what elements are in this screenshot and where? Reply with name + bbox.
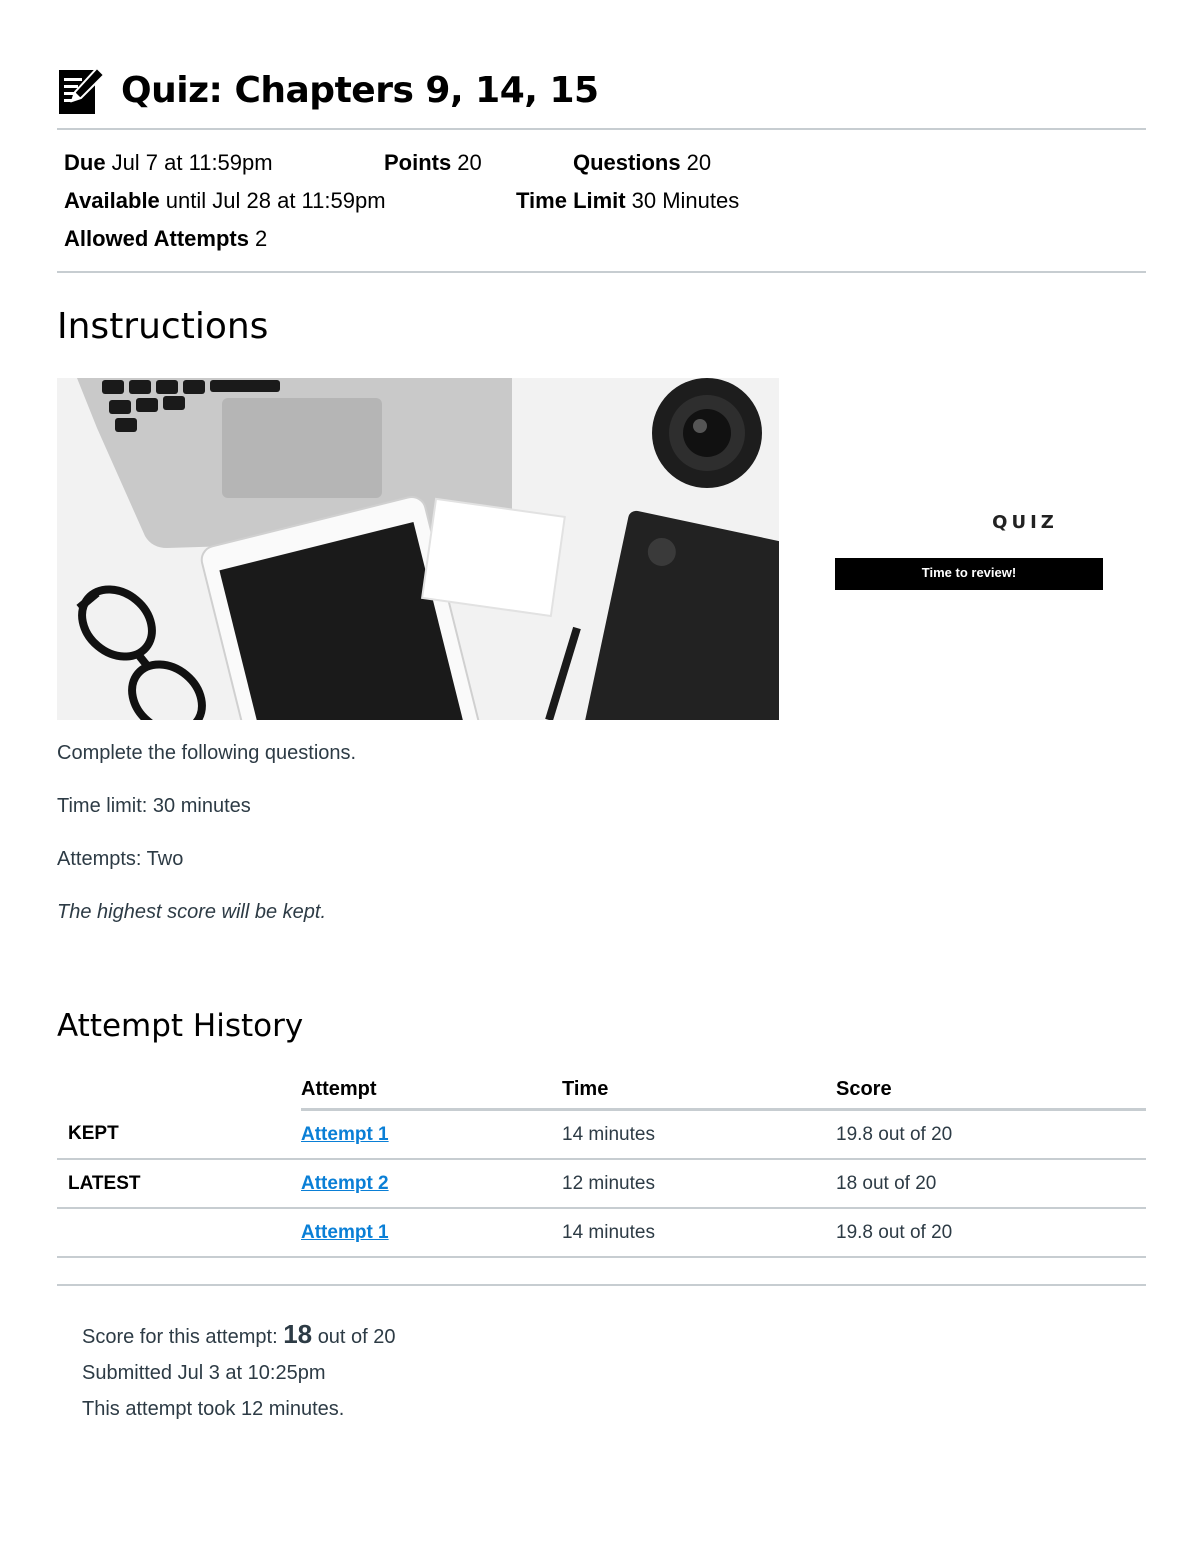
attempt-time: 14 minutes [562, 1208, 836, 1257]
header-divider [57, 128, 1146, 130]
table-row [57, 1110, 1146, 1160]
column-header: Score [836, 1070, 1146, 1110]
points-label: Points [384, 150, 452, 175]
column-header [57, 1070, 301, 1110]
table-row [57, 1159, 1146, 1208]
score-line [82, 1316, 396, 1355]
column-header: Attempt [301, 1070, 562, 1110]
promo-subtitle: Time to review! [835, 558, 1103, 590]
attempt-history-table [57, 1070, 1146, 1258]
table-row [57, 1208, 1146, 1257]
quiz-icon [57, 64, 105, 116]
time-limit-value: 30 Minutes [631, 188, 740, 213]
attempt-status: KEPT [57, 1110, 301, 1160]
due-detail [64, 150, 273, 176]
instruction-paragraph: Complete the following questions. [57, 742, 357, 764]
attempt-status: LATEST [57, 1159, 301, 1208]
due-label: Due [64, 150, 106, 175]
title-row [57, 62, 599, 118]
attempt-status [57, 1208, 301, 1257]
questions-label: Questions [573, 150, 681, 175]
attempts-value: 2 [254, 226, 268, 251]
available-label: Available [64, 188, 160, 213]
summary-divider [57, 1284, 1146, 1286]
attempts-detail [64, 226, 267, 252]
points-value: 20 [457, 150, 482, 175]
attempt-link[interactable]: Attempt 1 [301, 1221, 389, 1243]
attempt-link[interactable]: Attempt 1 [301, 1123, 389, 1145]
attempt-score: 19.8 out of 20 [836, 1208, 1146, 1257]
column-header: Time [562, 1070, 836, 1110]
instruction-paragraph: Time limit: 30 minutes [57, 795, 251, 817]
score-value: 18 [283, 1319, 313, 1349]
promo-title: QUIZ [992, 512, 1058, 533]
available-value: until Jul 28 at 11:59pm [165, 188, 386, 213]
attempt-time: 14 minutes [562, 1110, 836, 1160]
instructions-heading: Instructions [57, 306, 269, 347]
attempt-score: 18 out of 20 [836, 1159, 1146, 1208]
time-limit-label: Time Limit [516, 188, 626, 213]
points-detail [384, 150, 482, 176]
instruction-paragraph: Attempts: Two [57, 848, 184, 870]
questions-detail [573, 150, 711, 176]
attempt-score: 19.8 out of 20 [836, 1110, 1146, 1160]
score-suffix: out of 20 [317, 1326, 396, 1348]
attempt-link[interactable]: Attempt 2 [301, 1172, 389, 1194]
duration-text: This attempt took 12 minutes. [82, 1398, 345, 1420]
attempts-label: Allowed Attempts [64, 226, 249, 251]
questions-value: 20 [686, 150, 712, 175]
submitted-text: Submitted Jul 3 at 10:25pm [82, 1362, 326, 1384]
page-title: Quiz: Chapters 9, 14, 15 [121, 69, 599, 111]
desk-photo [57, 378, 779, 720]
details-divider [57, 271, 1146, 273]
attempt-summary [82, 1316, 396, 1427]
due-value: Jul 7 at 11:59pm [111, 150, 273, 175]
score-prefix: Score for this attempt: [82, 1326, 278, 1348]
attempt-history-heading: Attempt History [57, 1008, 304, 1044]
time-limit-detail [516, 188, 739, 214]
available-detail [64, 188, 386, 214]
attempt-time: 12 minutes [562, 1159, 836, 1208]
table-header-row [57, 1070, 1146, 1110]
instruction-paragraph: The highest score will be kept. [57, 901, 327, 923]
